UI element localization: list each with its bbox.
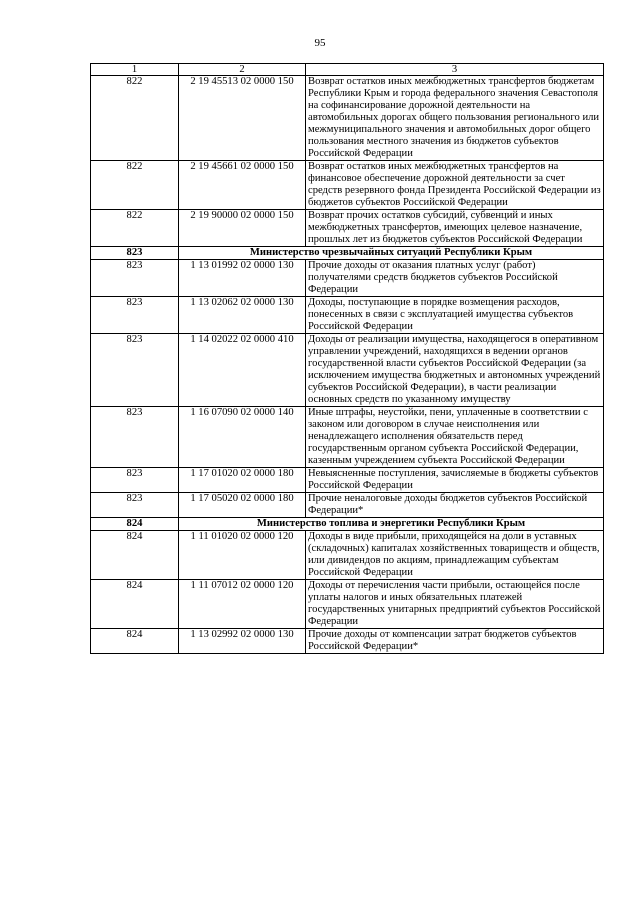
- table-row: [91, 580, 604, 629]
- budget-classification-code: 1 13 01992 02 0000 130: [179, 260, 306, 297]
- page-number: 95: [314, 37, 326, 49]
- table-header-row: [91, 64, 604, 76]
- admin-code: 822: [91, 210, 179, 247]
- table-body: [91, 64, 604, 654]
- budget-classification-code: 2 19 45661 02 0000 150: [179, 161, 306, 210]
- admin-code: 823: [91, 334, 179, 407]
- admin-code: 823: [91, 297, 179, 334]
- table-row: [91, 260, 604, 297]
- revenue-name: Невыясненные поступления, зачисляемые в бюджеты субъектов Российской Федерации: [306, 468, 604, 493]
- revenue-name: Доходы от перечисления части прибыли, остающейся после уплаты налогов и иных обязательных платежей государственных унитарных предприятий субъектов Российской Федерации: [306, 580, 604, 629]
- revenue-name: Возврат прочих остатков субсидий, субвенций и иных межбюджетных трансфертов, имеющих целевое назначение, прошлых лет из бюджетов субъектов Российской Федерации: [306, 210, 604, 247]
- revenue-name: Возврат остатков иных межбюджетных трансфертов бюджетам Республики Крым и города федерального значения Севастополя на софинансирование дорожной деятельности на автомобильных дорогах общего пользования регионального или межмуниципального значения и автомобильных дорог общего пользования местного значения из бюджетов субъектов Российской Федерации: [306, 76, 604, 161]
- table-row: [91, 407, 604, 468]
- table-row: [91, 493, 604, 518]
- budget-classification-code: 2 19 45513 02 0000 150: [179, 76, 306, 161]
- admin-code: 824: [91, 629, 179, 654]
- budget-classification-code: 1 14 02022 02 0000 410: [179, 334, 306, 407]
- revenue-name: Иные штрафы, неустойки, пени, уплаченные в соответствии с законом или договором в случае неисполнения или ненадлежащего исполнения обязательств перед государственным органом субъекта Российской Федерации, казенным учреждением субъекта Российской Федерации: [306, 407, 604, 468]
- table-row: [91, 531, 604, 580]
- table-row: [91, 629, 604, 654]
- revenue-name: Прочие доходы от компенсации затрат бюджетов субъектов Российской Федерации*: [306, 629, 604, 654]
- column-header-2: 2: [179, 64, 306, 76]
- budget-classification-code: 1 11 07012 02 0000 120: [179, 580, 306, 629]
- admin-code: 823: [91, 493, 179, 518]
- revenue-name: Доходы от реализации имущества, находящегося в оперативном управлении учреждений, находящихся в ведении органов государственной власти субъектов Российской Федерации (за исключением имущества бюджетных и автономных учреждений субъектов Российской Федерации), в части реализации основных средств по указанному имуществу: [306, 334, 604, 407]
- revenue-name: Возврат остатков иных межбюджетных трансфертов на финансовое обеспечение дорожной деятельности за счет средств резервного фонда Президента Российской Федерации из бюджетов субъектов Российской Федерации: [306, 161, 604, 210]
- budget-classification-code: 1 17 01020 02 0000 180: [179, 468, 306, 493]
- admin-code: 824: [91, 518, 179, 531]
- section-title: Министерство чрезвычайных ситуаций Республики Крым: [179, 247, 604, 260]
- table-row: [91, 161, 604, 210]
- revenue-name: Доходы, поступающие в порядке возмещения расходов, понесенных в связи с эксплуатацией имущества субъектов Российской Федерации: [306, 297, 604, 334]
- budget-classification-code: 1 16 07090 02 0000 140: [179, 407, 306, 468]
- revenue-name: Доходы в виде прибыли, приходящейся на доли в уставных (складочных) капиталах хозяйственных товариществ и обществ, или дивидендов по акциям, принадлежащим субъектам Российской Федерации: [306, 531, 604, 580]
- revenue-name: Прочие доходы от оказания платных услуг (работ) получателями средств бюджетов субъектов Российской Федерации: [306, 260, 604, 297]
- table-row: [91, 210, 604, 247]
- table-row: [91, 468, 604, 493]
- admin-code: 823: [91, 407, 179, 468]
- table-row: [91, 76, 604, 161]
- budget-classification-code: 1 13 02062 02 0000 130: [179, 297, 306, 334]
- admin-code: 824: [91, 580, 179, 629]
- section-title: Министерство топлива и энергетики Республики Крым: [179, 518, 604, 531]
- revenue-name: Прочие неналоговые доходы бюджетов субъектов Российской Федерации*: [306, 493, 604, 518]
- admin-code: 822: [91, 161, 179, 210]
- budget-classification-code: 2 19 90000 02 0000 150: [179, 210, 306, 247]
- admin-code: 823: [91, 247, 179, 260]
- budget-classification-code: 1 17 05020 02 0000 180: [179, 493, 306, 518]
- admin-code: 823: [91, 468, 179, 493]
- revenue-codes-table: [90, 63, 604, 654]
- column-header-3: 3: [306, 64, 604, 76]
- column-header-1: 1: [91, 64, 179, 76]
- section-row: [91, 518, 604, 531]
- admin-code: 822: [91, 76, 179, 161]
- admin-code: 823: [91, 260, 179, 297]
- budget-classification-code: 1 11 01020 02 0000 120: [179, 531, 306, 580]
- admin-code: 824: [91, 531, 179, 580]
- table-row: [91, 297, 604, 334]
- table-row: [91, 334, 604, 407]
- budget-classification-code: 1 13 02992 02 0000 130: [179, 629, 306, 654]
- section-row: [91, 247, 604, 260]
